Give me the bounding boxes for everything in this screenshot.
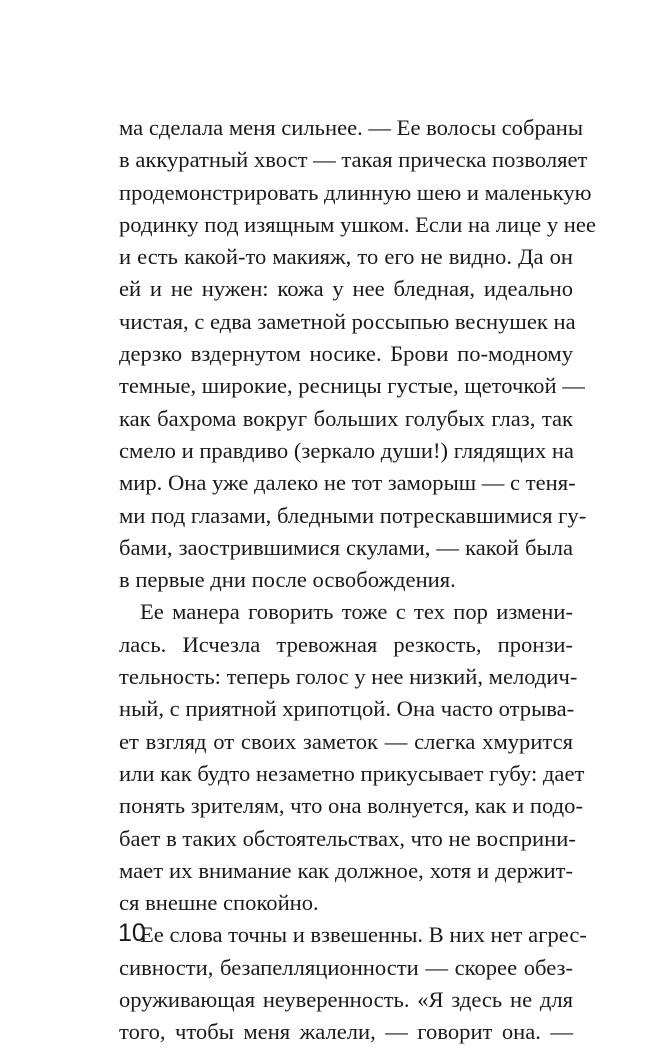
text-line: как бахрома вокруг больших голубых глаз, так bbox=[119, 405, 573, 431]
text-line: чистая, с едва заметной россыпью веснушек на bbox=[119, 308, 576, 334]
text-line: ей и не нужен: кожа у нее бледная, идеально bbox=[119, 276, 573, 302]
text-line: оруживающая неуверенность. «Я здесь не для bbox=[119, 987, 573, 1013]
text-line: смело и правдиво (зеркало души!) глядящих на bbox=[119, 437, 574, 463]
text-line: тельность: теперь голос у нее низкий, мелодич- bbox=[119, 664, 578, 690]
text-line: ный, с приятной хрипотцой. Она часто отрыва- bbox=[119, 696, 575, 722]
body-text bbox=[119, 112, 596, 1049]
text-line: лась. Исчезла тревожная резкость, пронзи- bbox=[119, 631, 573, 657]
paragraph bbox=[119, 112, 596, 596]
text-line: бает в таких обстоятельствах, что не восприни- bbox=[119, 825, 576, 851]
text-line: бами, заострившимися скулами, — какой была bbox=[119, 534, 573, 560]
text-line: продемонстрировать длинную шею и маленькую bbox=[119, 179, 592, 205]
text-line: дерзко вздернутом носике. Брови по-модному bbox=[119, 341, 573, 367]
text-line: ми под глазами, бледными потрескавшимися гу- bbox=[119, 502, 587, 528]
text-line: Ее манера говорить тоже с тех пор измени- bbox=[140, 599, 573, 625]
text-line: мир. Она уже далеко не тот заморыш — с теня- bbox=[119, 470, 576, 496]
text-line: понять зрителям, что она волнуется, как и подо- bbox=[119, 793, 583, 819]
text-line: ма сделала меня сильнее. — Ее волосы собраны bbox=[119, 115, 584, 140]
text-line: родинку под изящным ушком. Если на лице у нее bbox=[119, 211, 596, 237]
text-line: того, чтобы меня жалели, — говорит она. — bbox=[119, 1019, 573, 1045]
paragraph bbox=[119, 596, 585, 919]
text-line: ет взгляд от своих заметок — слегка хмурится bbox=[119, 728, 573, 754]
page-number: 10 bbox=[118, 919, 146, 947]
text-line: или как будто незаметно прикусывает губу: дает bbox=[119, 760, 585, 786]
text-line: ся внешне спокойно. bbox=[119, 890, 319, 916]
paragraph bbox=[119, 919, 587, 1048]
text-line: темные, широкие, ресницы густые, щеточкой — bbox=[119, 373, 585, 399]
text-line: сивности, безапелляционности — скорее обез- bbox=[119, 954, 573, 980]
text-line: Ее слова точны и взвешенны. В них нет агрес- bbox=[140, 922, 587, 948]
text-line: в первые дни после освобождения. bbox=[119, 567, 456, 593]
text-line: мает их внимание как должное, хотя и держит- bbox=[119, 857, 573, 883]
text-line: в аккуратный хвост — такая прическа позволяет bbox=[119, 147, 588, 173]
text-line: и есть какой-то макияж, то его не видно. Да он bbox=[119, 244, 573, 270]
